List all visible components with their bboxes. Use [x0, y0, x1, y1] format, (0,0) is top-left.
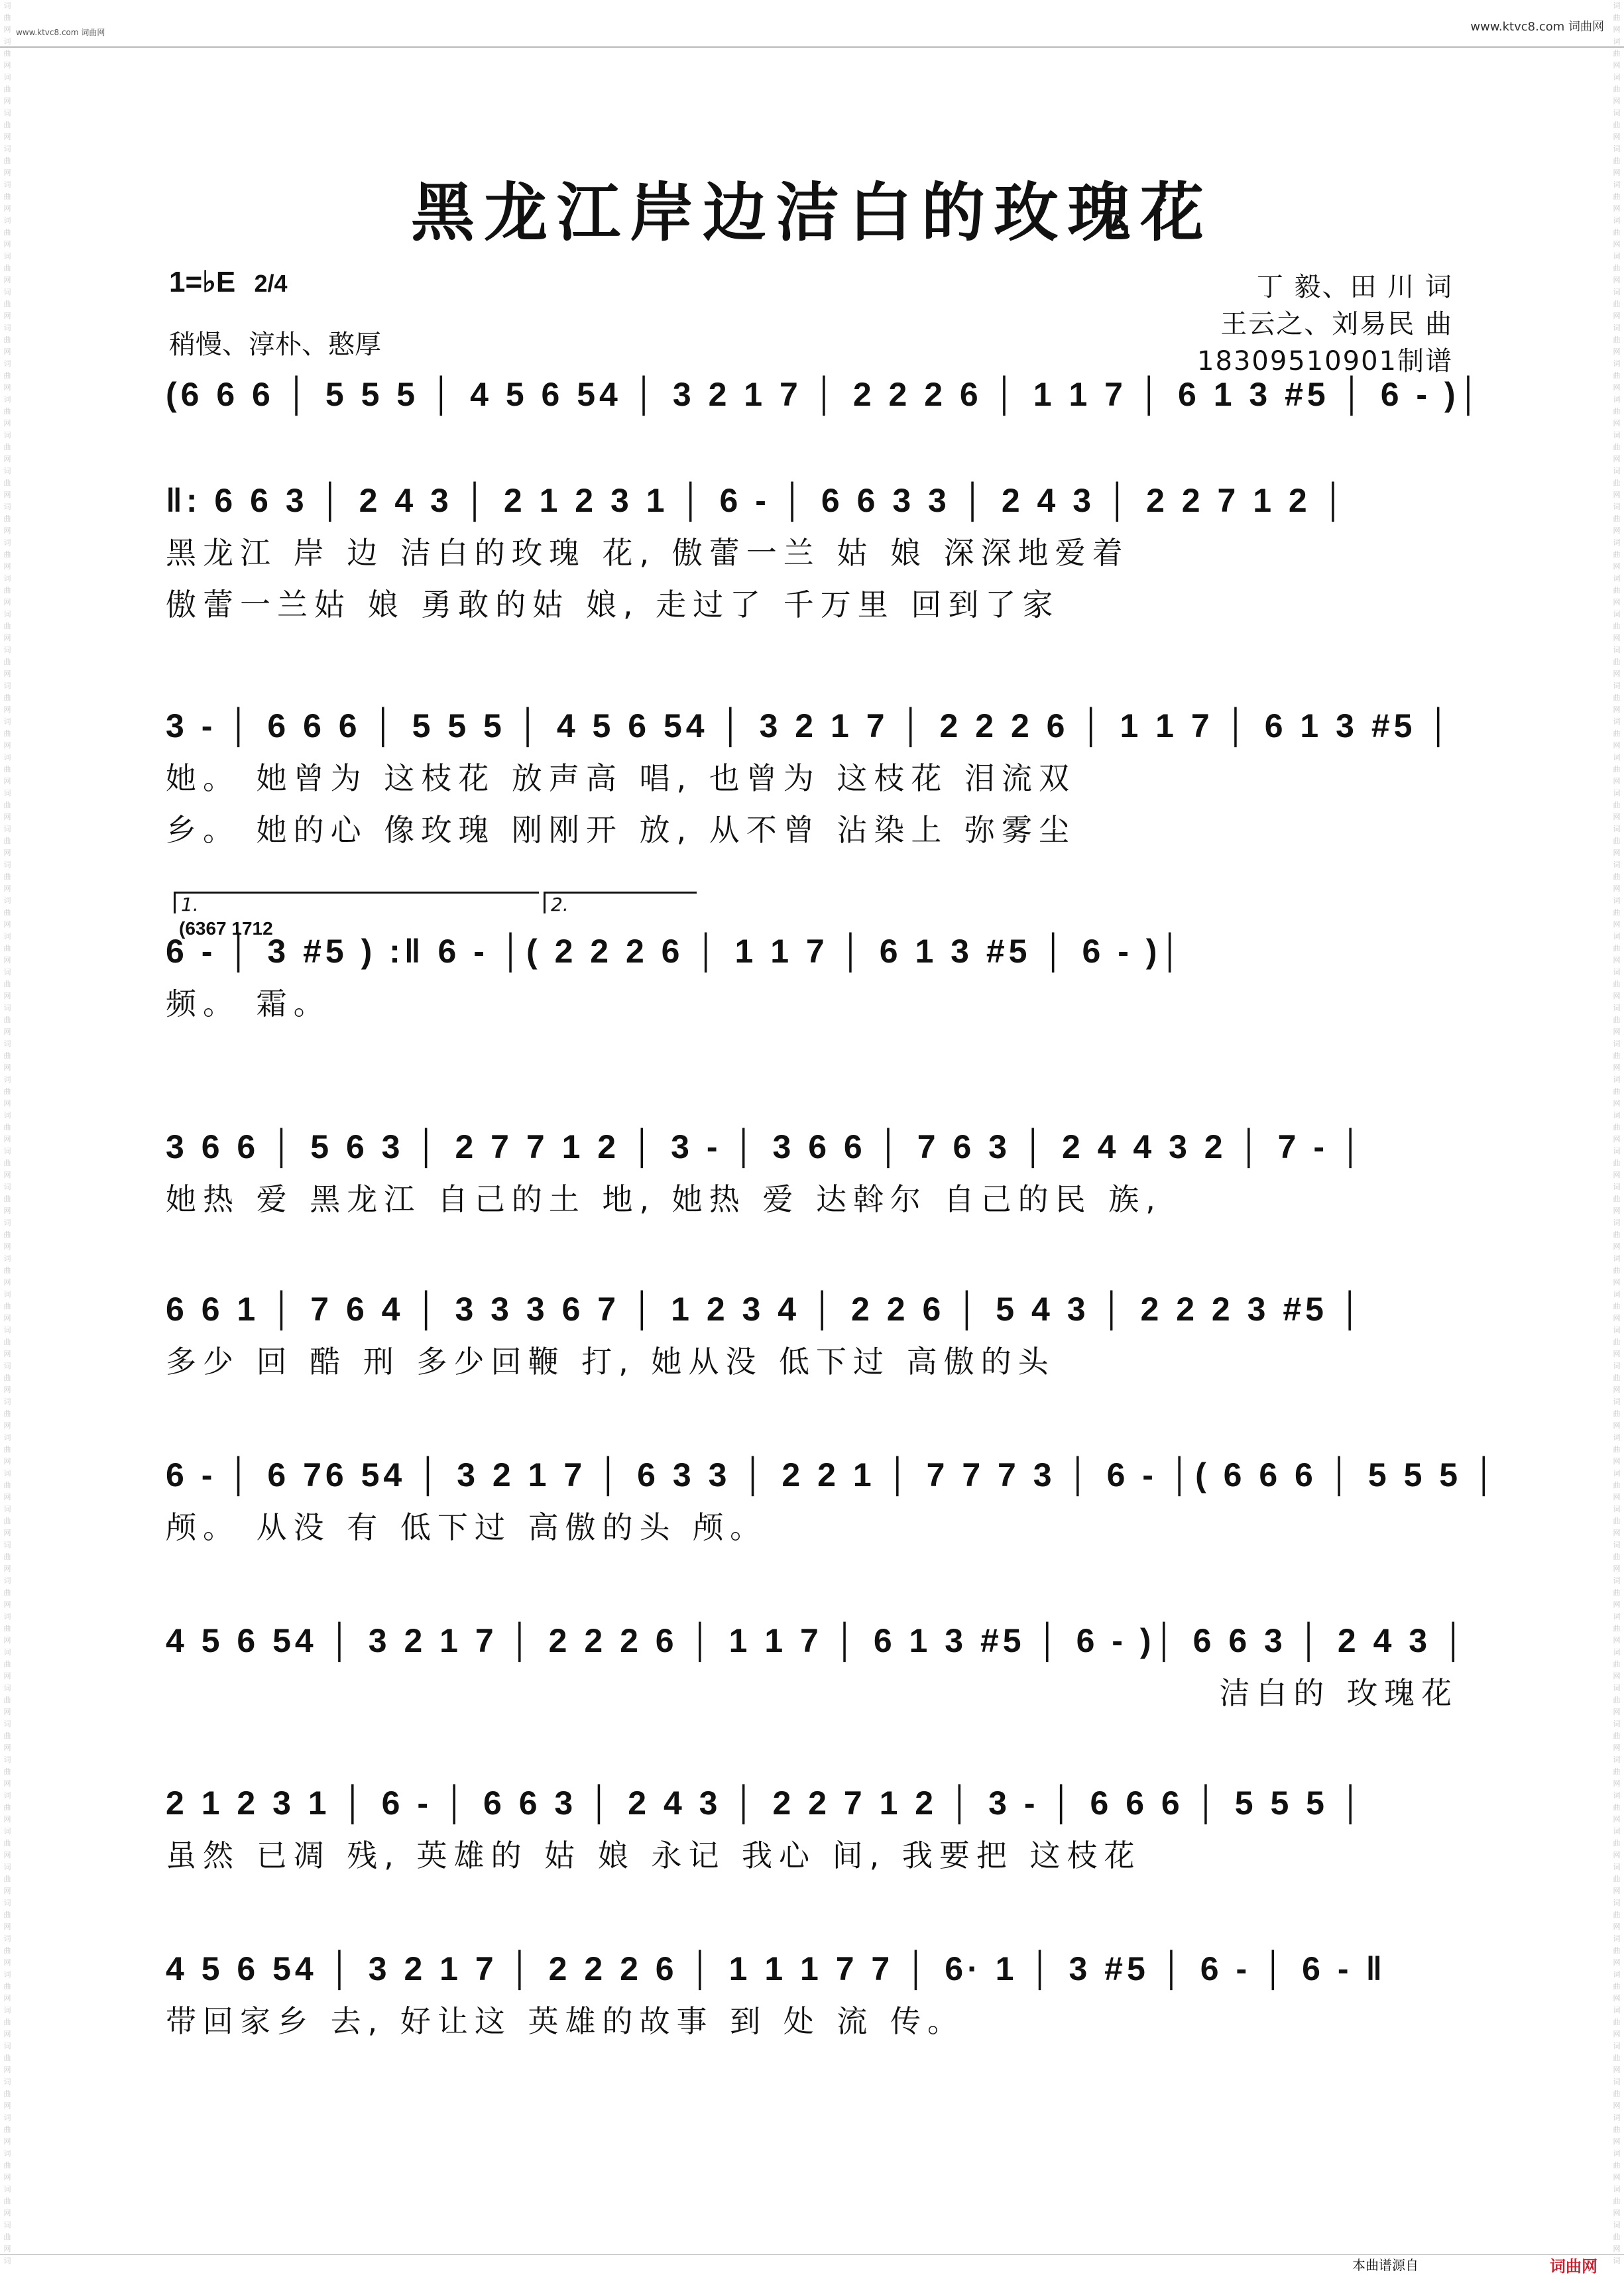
grace-notes: (6367 1712: [179, 918, 273, 939]
site-label-right: www.ktvc8.com 词曲网: [1470, 20, 1604, 34]
notation-line: 6 6 1 │ 7 6 4 │ 3 3 3 6 7 │ 1 2 3 4 │ 2 2 6 │ 5 4 3 │ 2 2 2 3 #5 │: [166, 1291, 1366, 1328]
lyric-line: 洁白的 玫瑰花: [1219, 1675, 1458, 1711]
notation-line: (6 6 6 │ 5 5 5 │ 4 5 6 54 │ 3 2 1 7 │ 2 2 2 6 │ 1 1 7 │ 6 1 3 #5 │ 6 - )│: [166, 376, 1484, 413]
notation-line: 6 - │ 6 76 54 │ 3 2 1 7 │ 6 3 3 │ 2 2 1 │ 7 7 7 3 │ 6 - │( 6 6 6 │ 5 5 5 │: [166, 1456, 1500, 1493]
notation-line: 6 - │ 3 #5 ) :‖ 6 - │( 2 2 2 6 │ 1 1 7 │ 6 1 3 #5 │ 6 - )│: [166, 933, 1186, 970]
song-title: 黑龙江岸边洁白的玫瑰花: [411, 175, 1213, 250]
lyric-line: 傲蕾一兰姑 娘 勇敢的姑 娘, 走过了 千万里 回到了家: [166, 587, 1060, 622]
right-watermark-strip: 词 曲 网 词 曲 网 词 曲 网 词 曲 网 词 曲 网 词 曲 网 词 曲 网 词 曲 网 词 曲 网 词 曲 网 词 曲 网 词 曲 网 词 曲 网 词 曲 网 词 曲 网 词 曲 网 词 曲 网 词 曲 网 词 曲 网 词 曲 网 词 曲 网 词 曲 网 词 曲 网 词 曲 网 词 曲 网 词 曲 网 词 曲 网 词 曲 网 词 曲 网 词 曲 网 词 曲 网 词 曲 网 词 曲 网 词 曲 网 词 曲 网 词 曲 网 词 曲 网 词 曲 网 词 曲 网 词 曲 网 词 曲 网 词 曲 网 词 曲 网 词 曲 网 词 曲 网 词 曲 网 词 曲 网 词 曲 网 词 曲 网 词 曲 网 词 曲 网 词 曲 网 词 曲 网 词 曲 网 词 曲 网 词 曲 网 词 曲 网 词 曲 网 词 曲 网 词 曲 网 词 曲 网 词 曲 网 词 曲 网 词: [1613, 1, 1621, 2265]
time-signature: 2/4: [254, 270, 288, 297]
lyric-line: 乡。 她的心 像玫瑰 刚刚开 放, 从不曾 沾染上 弥雾尘: [166, 812, 1076, 848]
notation-line: 4 5 6 54 │ 3 2 1 7 │ 2 2 2 6 │ 1 1 7 │ 6 1 3 #5 │ 6 - )│ 6 6 3 │ 2 4 3 │: [166, 1622, 1470, 1659]
notation-line: 3 6 6 │ 5 6 3 │ 2 7 7 1 2 │ 3 - │ 3 6 6 │ 7 6 3 │ 2 4 4 3 2 │ 7 - │: [166, 1128, 1367, 1165]
lyric-line: 多少 回 酷 刑 多少回鞭 打, 她从没 低下过 高傲的头: [166, 1344, 1055, 1379]
composer-credit: 王云之、刘易民 曲: [1220, 309, 1453, 339]
credits-block: [1197, 268, 1453, 380]
volta-first-ending: 1.: [174, 892, 539, 913]
score-system: [166, 1120, 1458, 1225]
lyric-line: 带回家乡 去, 好让这 英雄的故事 到 处 流 传。: [166, 2003, 964, 2039]
volta-second-ending: 2.: [544, 892, 697, 913]
lyric-line: 频。 霜。: [166, 986, 331, 1022]
site-label-left: www.ktvc8.com 词曲网: [16, 28, 105, 37]
lyric-line: 黑龙江 岸 边 洁白的玫瑰 花, 傲蕾一兰 姑 娘 深深地爱着: [166, 535, 1130, 571]
footer-site-logo: 词曲网: [1550, 2257, 1597, 2276]
lyric-line: 她。 她曾为 这枝花 放声高 唱, 也曾为 这枝花 泪流双: [166, 760, 1076, 796]
left-watermark-strip: 词 曲 网 词 曲 网 词 曲 网 词 曲 网 词 曲 网 词 曲 网 词 曲 网 词 曲 网 词 曲 网 词 曲 网 词 曲 网 词 曲 网 词 曲 网 词 曲 网 词 曲 网 词 曲 网 词 曲 网 词 曲 网 词 曲 网 词 曲 网 词 曲 网 词 曲 网 词 曲 网 词 曲 网 词 曲 网 词 曲 网 词 曲 网 词 曲 网 词 曲 网 词 曲 网 词 曲 网 词 曲 网 词 曲 网 词 曲 网 词 曲 网 词 曲 网 词 曲 网 词 曲 网 词 曲 网 词 曲 网 词 曲 网 词 曲 网 词 曲 网 词 曲 网 词 曲 网 词 曲 网 词 曲 网 词 曲 网 词 曲 网 词 曲 网 词 曲 网 词 曲 网 词 曲 网 词 曲 网 词 曲 网 词 曲 网 词 曲 网 词 曲 网 词 曲 网 词 曲 网 词 曲 网 词 曲 网 词 曲 网 词: [3, 1, 11, 2265]
tempo-marking: 稍慢、淳朴、憨厚: [169, 329, 381, 360]
footer-source: 本曲谱源自: [1352, 2257, 1419, 2273]
lyricist-credit: 丁 毅、田 川 词: [1256, 272, 1453, 302]
notation-line: 4 5 6 54 │ 3 2 1 7 │ 2 2 2 6 │ 1 1 1 7 7 │ 6· 1 │ 3 #5 │ 6 - │ 6 - ‖: [166, 1950, 1387, 1987]
key-signature: [169, 265, 288, 299]
notation-line: ‖: 6 6 3 │ 2 4 3 │ 2 1 2 3 1 │ 6 - │ 6 6 3 3 │ 2 4 3 │ 2 2 7 1 2 │: [166, 482, 1349, 519]
score-system: [166, 1942, 1458, 2047]
lyric-line: 虽然 已凋 残, 英雄的 姑 娘 永记 我心 间, 我要把 这枝花: [166, 1838, 1141, 1873]
notation-line: 3 - │ 6 6 6 │ 5 5 5 │ 4 5 6 54 │ 3 2 1 7 │ 2 2 2 6 │ 1 1 7 │ 6 1 3 #5 │: [166, 707, 1454, 744]
score-system: [166, 699, 1458, 856]
score-system: [166, 368, 1484, 421]
notation-line: 2 1 2 3 1 │ 6 - │ 6 6 3 │ 2 4 3 │ 2 2 7 1 2 │ 3 - │ 6 6 6 │ 5 5 5 │: [166, 1785, 1367, 1822]
score-system: [166, 1777, 1458, 1881]
score-system: [166, 1448, 1500, 1553]
lyric-line: 她热 爱 黑龙江 自己的土 地, 她热 爱 达斡尔 自己的民 族,: [166, 1181, 1162, 1217]
score-system: [166, 1283, 1458, 1387]
lyric-line: 颅。 从没 有 低下过 高傲的头 颅。: [166, 1509, 768, 1545]
arranger-credit: 18309510901制谱: [1197, 346, 1453, 377]
score-system: [166, 474, 1458, 630]
key-label: 1=♭E: [169, 266, 236, 298]
score-system: [166, 894, 1458, 1029]
header-divider: [0, 46, 1624, 48]
score-system: [166, 1614, 1470, 1719]
